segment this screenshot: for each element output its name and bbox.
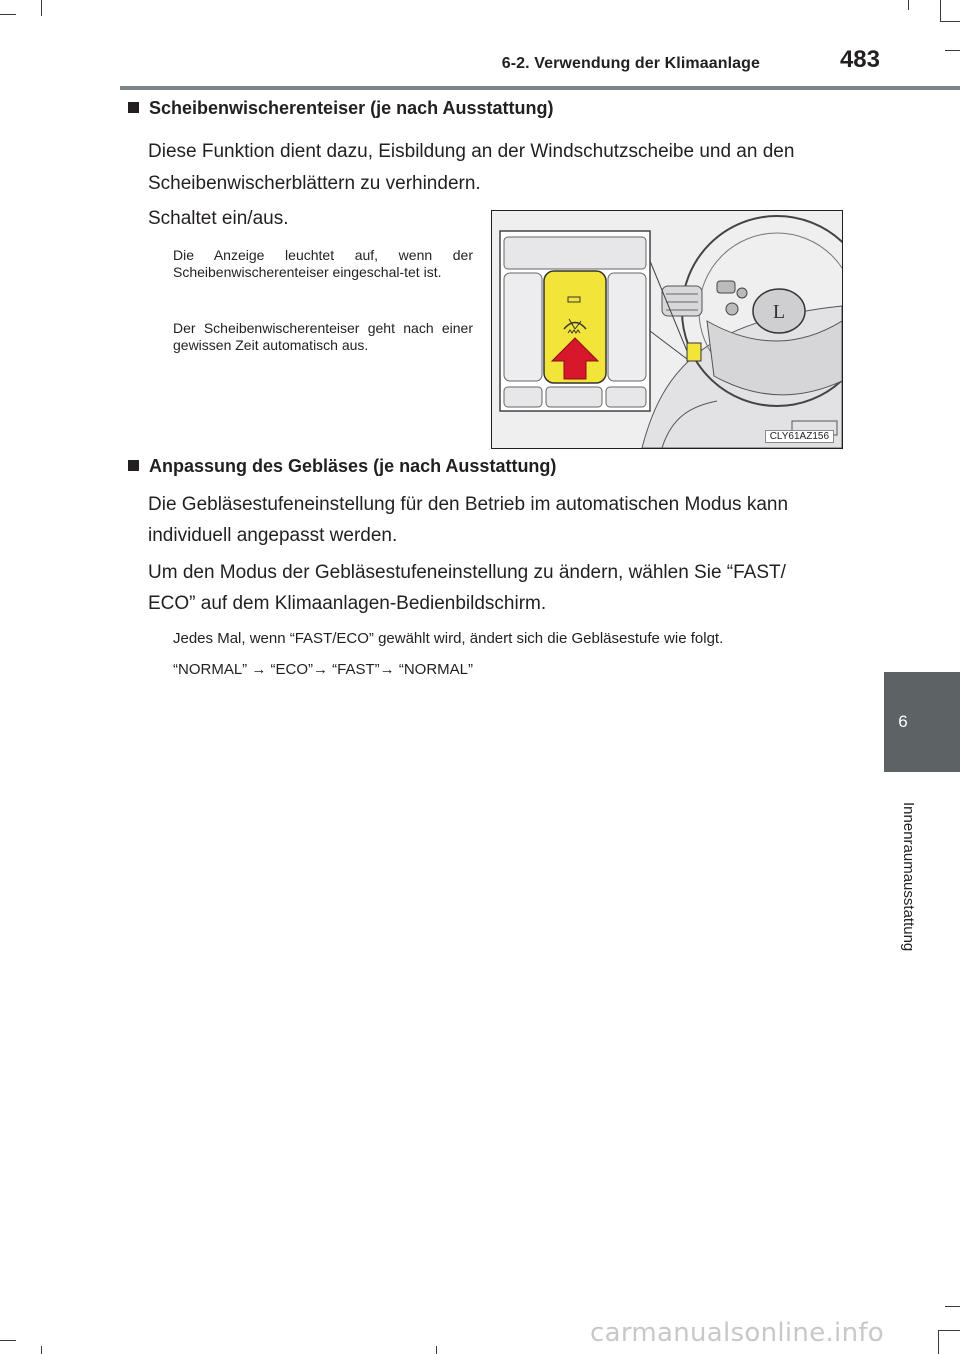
paragraph-line: ECO” auf dem Klimaanlagen-Bedienbildschirm. <box>148 593 547 614</box>
crop-mark <box>940 21 960 22</box>
note-text: Der Scheibenwischerenteiser geht nach einer gewissen Zeit automatisch aus. <box>173 320 473 353</box>
svg-text:L: L <box>772 301 786 323</box>
crop-mark <box>41 1346 42 1354</box>
heading-text: Anpassung des Gebläses (je nach Ausstattung) <box>149 456 557 476</box>
square-bullet-icon <box>128 460 139 471</box>
heading-text: Scheibenwischerenteiser (je nach Ausstattung) <box>149 98 554 118</box>
section-header-title: 6-2. Verwendung der Klimaanlage <box>501 55 760 72</box>
chapter-label: Innenraumausstattung <box>900 802 917 952</box>
crop-mark <box>940 0 941 22</box>
crop-mark <box>938 1330 939 1354</box>
paragraph-line: individuell angepasst werden. <box>148 525 398 546</box>
crop-mark <box>436 1346 437 1354</box>
note-text: Jedes Mal, wenn “FAST/ECO” gewählt wird, ändert sich die Gebläsestufe wie folgt. <box>173 630 724 647</box>
wiper-deicer-illustration <box>491 210 843 449</box>
page-number: 483 <box>839 46 880 73</box>
crop-mark <box>0 14 16 15</box>
dashboard-illustration <box>492 211 842 448</box>
crop-mark <box>945 50 960 51</box>
crop-mark <box>945 1306 960 1307</box>
crop-mark <box>908 0 909 10</box>
paragraph-line: Um den Modus der Gebläsestufeneinstellung zu ändern, wählen Sie “FAST/ <box>148 562 786 583</box>
paragraph-line: Diese Funktion dient dazu, Eisbildung an der Windschutzscheibe und an den <box>148 141 795 162</box>
crop-mark <box>41 0 42 16</box>
paragraph: Schaltet ein/aus. <box>148 208 289 229</box>
chapter-number: 6 <box>898 712 908 731</box>
square-bullet-icon <box>128 102 139 113</box>
crop-mark <box>0 1340 16 1341</box>
watermark: carmanualsonline.info <box>590 1318 885 1348</box>
paragraph-line: Scheibenwischerblättern zu verhindern. <box>148 173 481 194</box>
note-text: Die Anzeige leuchtet auf, wenn der Scheibenwischerenteiser eingeschal-tet ist. <box>173 247 473 280</box>
header-rule <box>120 86 960 90</box>
section-heading-blower <box>128 456 556 477</box>
figure-code: CLY61AZ156 <box>765 430 834 443</box>
mode-sequence: “NORMAL” → “ECO”→ “FAST”→ “NORMAL” <box>173 661 473 678</box>
crop-mark <box>938 1330 960 1331</box>
paragraph-line: Die Gebläsestufeneinstellung für den Betrieb im automatischen Modus kann <box>148 494 789 515</box>
section-heading-wiper-deicer <box>128 98 553 119</box>
